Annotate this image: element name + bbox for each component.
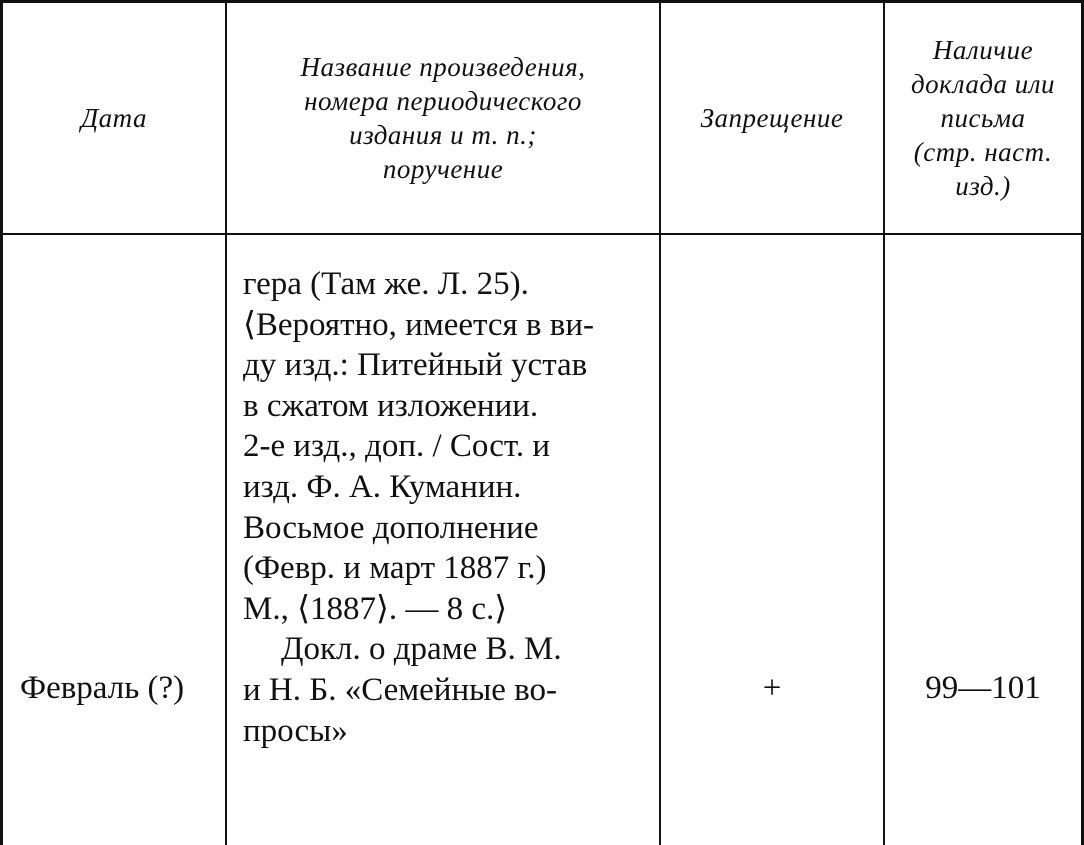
text-line: и Н. Б. «Семейные во- <box>243 671 558 708</box>
text-line: 2-е изд., доп. / Сост. и <box>243 428 550 465</box>
header-title-line: издания и т. п.; <box>349 120 537 150</box>
text-line: (Февр. и март 1887 г.) <box>243 550 547 587</box>
work-description <box>243 264 653 751</box>
header-report-line: письма <box>940 103 1026 133</box>
header-report-line: (стр. наст. <box>913 137 1053 167</box>
text-line: Докл. о драме В. М. <box>281 631 562 668</box>
text-line: М., ⟨1887⟩. — 8 с.⟩ <box>243 590 508 627</box>
header-divider <box>0 233 1084 235</box>
text-line: в сжатом изложении. <box>243 387 539 424</box>
text-line: просы» <box>243 712 348 749</box>
text-line: Восьмое дополнение <box>243 509 539 546</box>
header-report-line: изд.) <box>955 171 1011 201</box>
header-ban <box>661 3 883 233</box>
text-line: гера (Там же. Л. 25). <box>243 266 529 302</box>
header-date-label: Дата <box>80 103 147 133</box>
header-report-line: Наличие <box>932 35 1034 65</box>
row-pages: 99—101 <box>925 670 1041 706</box>
header-title <box>227 3 659 233</box>
row-ban-mark: + <box>762 670 782 706</box>
row-date: Февраль (?) <box>20 670 185 706</box>
text-line: изд. Ф. А. Куманин. <box>243 468 522 505</box>
header-ban-label: Запрещение <box>700 103 844 133</box>
text-line: ду изд.: Питейный устав <box>243 347 588 384</box>
header-date <box>3 3 225 233</box>
header-title-line: Название произведения, <box>300 52 586 82</box>
header-title-line: номера периодического <box>304 86 582 116</box>
header-report-line: доклада или <box>910 69 1056 99</box>
header-title-line: поручение <box>382 154 504 184</box>
header-report <box>885 3 1081 233</box>
text-line: ⟨Вероятно, имеется в ви- <box>243 306 594 343</box>
